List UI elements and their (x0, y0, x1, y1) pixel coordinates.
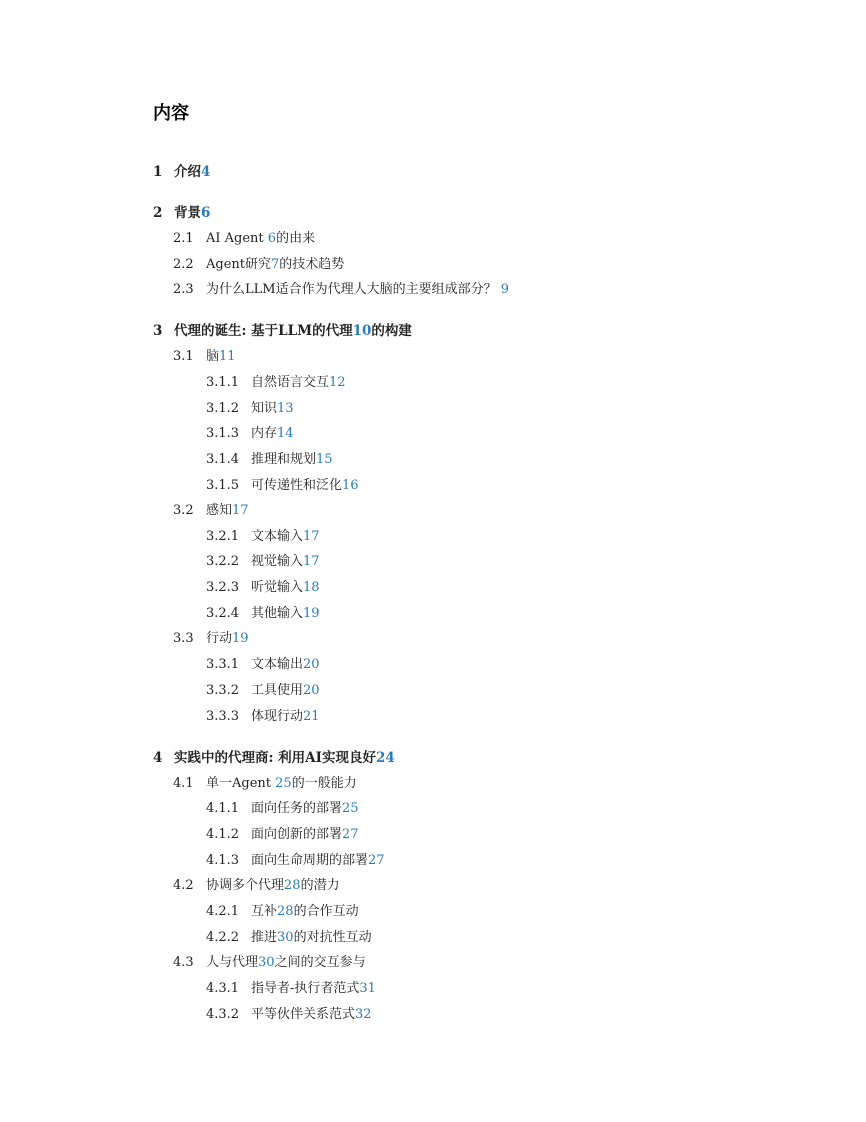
toc-entry-number: 4.3 (173, 955, 194, 970)
toc-entry-title-suffix: 的由来 (276, 231, 316, 246)
toc-entry-number: 3.2.1 (206, 529, 240, 544)
toc-entry-number: 3.2.4 (206, 606, 240, 621)
toc-entry-number: 3.1.5 (206, 478, 240, 493)
toc-entry[interactable] (206, 426, 294, 442)
toc-entry-title: AI Agent (206, 231, 268, 246)
toc-entry-page-link[interactable]: 20 (303, 657, 320, 672)
toc-entry-page-link[interactable]: 20 (303, 683, 320, 698)
toc-entry-page-link[interactable]: 18 (303, 580, 320, 595)
toc-entry-number: 3.3 (173, 631, 194, 646)
toc-entry-title: 互补 (251, 904, 278, 919)
toc-entry-page-link[interactable]: 10 (352, 323, 372, 339)
toc-entry[interactable] (153, 750, 395, 766)
toc-entry-title-suffix: 的潜力 (300, 878, 340, 893)
toc-entry-page-link[interactable]: 32 (355, 1007, 372, 1022)
toc-entry-page-link[interactable]: 30 (277, 930, 294, 945)
toc-entry-page-link[interactable]: 27 (368, 853, 385, 868)
toc-entry-title: 代理的诞生: 基于LLM的代理 (174, 323, 353, 339)
toc-entry[interactable] (173, 257, 344, 273)
toc-entry-page-link[interactable]: 24 (375, 750, 395, 766)
toc-entry-title: 内存 (251, 426, 278, 441)
toc-entry-page-link[interactable]: 28 (277, 904, 294, 919)
toc-entry[interactable] (206, 478, 359, 494)
toc-entry-title-suffix: 的技术趋势 (279, 257, 345, 272)
toc-entry-number: 4.3.1 (206, 981, 240, 996)
toc-entry[interactable] (153, 323, 412, 339)
toc-entry-number: 4.3.2 (206, 1007, 240, 1022)
toc-entry-title-suffix: 的一般能力 (291, 776, 357, 791)
toc-entry-number: 4.1.3 (206, 853, 240, 868)
page-title: 内容 (153, 103, 189, 124)
toc-entry-number: 3.1 (173, 349, 194, 364)
toc-entry-number: 3.1.4 (206, 452, 240, 467)
toc-entry-title: 实践中的代理商: 利用AI实现良好 (174, 750, 376, 766)
toc-entry[interactable] (173, 776, 357, 792)
toc-entry-title-suffix: 的对抗性互动 (293, 930, 372, 945)
toc-entry-number: 3.3.2 (206, 683, 240, 698)
toc-entry-title: 面向任务的部署 (251, 801, 343, 816)
toc-entry-number: 3.2 (173, 503, 194, 518)
toc-entry-title: 平等伙伴关系范式 (251, 1007, 356, 1022)
toc-entry-page-link[interactable]: 15 (316, 452, 333, 467)
toc-entry-page-link[interactable]: 6 (201, 205, 211, 221)
toc-entry-number: 4.2 (173, 878, 194, 893)
toc-entry-number: 2.1 (173, 231, 194, 246)
toc-entry-page-link[interactable]: 19 (303, 606, 320, 621)
toc-entry-number: 3.2.2 (206, 554, 240, 569)
toc-entry-title: 听觉输入 (251, 580, 304, 595)
toc-entry-page-link[interactable]: 25 (342, 801, 359, 816)
toc-entry[interactable] (206, 981, 376, 997)
toc-entry-page-link[interactable]: 9 (500, 282, 509, 297)
toc-entry-page-link[interactable]: 27 (342, 827, 359, 842)
toc-entry-title: 行动 (206, 631, 233, 646)
toc-entry-number: 2.2 (173, 257, 194, 272)
toc-entry-number: 3.2.3 (206, 580, 240, 595)
toc-entry[interactable] (153, 164, 210, 180)
toc-entry-title: 视觉输入 (251, 554, 304, 569)
toc-entry[interactable] (206, 529, 320, 545)
toc-entry[interactable] (206, 452, 333, 468)
toc-entry[interactable] (206, 853, 385, 869)
toc-entry-number: 2 (153, 205, 163, 221)
toc-entry[interactable] (206, 580, 320, 596)
toc-entry-title: 背景 (174, 205, 201, 221)
toc-entry-page-link[interactable]: 31 (359, 981, 376, 996)
toc-entry-title: 为什么LLM适合作为代理人大脑的主要组成部分？ (206, 282, 501, 297)
toc-entry[interactable] (173, 503, 249, 519)
toc-entry-number: 3.3.1 (206, 657, 240, 672)
toc-entry-page-link[interactable]: 28 (284, 878, 301, 893)
toc-entry-page-link[interactable]: 25 (275, 776, 292, 791)
toc-entry-number: 3.3.3 (206, 709, 240, 724)
toc-entry-title: 面向创新的部署 (251, 827, 343, 842)
toc-entry-number: 4.1.2 (206, 827, 240, 842)
toc-entry[interactable] (206, 554, 320, 570)
toc-entry[interactable] (206, 606, 320, 622)
toc-entry-page-link[interactable]: 13 (277, 401, 294, 416)
toc-entry-number: 4.2.2 (206, 930, 240, 945)
toc-entry-title: 知识 (251, 401, 278, 416)
toc-entry[interactable] (206, 709, 320, 725)
toc-entry-page-link[interactable]: 30 (258, 955, 275, 970)
toc-entry-page-link[interactable]: 11 (219, 349, 236, 364)
toc-entry-page-link[interactable]: 19 (232, 631, 249, 646)
toc-entry[interactable] (173, 282, 509, 298)
toc-entry-title: 介绍 (174, 164, 201, 180)
toc-entry-title: 文本输出 (251, 657, 304, 672)
toc-entry-title-suffix: 之间的交互参与 (274, 955, 366, 970)
toc-entry-page-link[interactable]: 14 (277, 426, 294, 441)
toc-entry-title: 感知 (206, 503, 233, 518)
toc-entry-title: 脑 (206, 349, 220, 364)
toc-entry-title: 其他输入 (251, 606, 304, 621)
toc-entry[interactable] (173, 349, 236, 365)
toc-entry-page-link[interactable]: 21 (303, 709, 320, 724)
toc-entry-number: 3.1.2 (206, 401, 240, 416)
toc-entry-title: 人与代理 (206, 955, 259, 970)
toc-entry[interactable] (206, 401, 294, 417)
toc-entry-number: 3 (153, 323, 163, 339)
toc-entry-title: 面向生命周期的部署 (251, 853, 369, 868)
toc-entry-title-suffix: 的合作互动 (293, 904, 359, 919)
toc-entry-title: 文本输入 (251, 529, 304, 544)
toc-entry[interactable] (206, 930, 372, 946)
toc-entry-title: 推进 (251, 930, 278, 945)
toc-entry[interactable] (206, 904, 359, 920)
toc-entry-number: 1 (153, 164, 163, 180)
toc-entry-title: 工具使用 (251, 683, 304, 698)
toc-entry[interactable] (206, 1007, 372, 1023)
toc-entry[interactable] (173, 231, 315, 247)
toc-entry-title: 指导者-执行者范式 (251, 981, 360, 996)
toc-entry-title: 推理和规划 (251, 452, 317, 467)
toc-entry-number: 4.1 (173, 776, 194, 791)
toc-entry[interactable] (206, 827, 359, 843)
toc-entry-page-link[interactable]: 4 (201, 164, 211, 180)
toc-entry[interactable] (153, 205, 210, 221)
toc-entry-title: Agent研究 (206, 257, 272, 272)
toc-entry-page-link[interactable]: 17 (303, 529, 320, 544)
toc-entry-title-suffix: 的构建 (371, 323, 412, 339)
toc-entry-number: 3.1.3 (206, 426, 240, 441)
toc-entry[interactable] (173, 631, 249, 647)
toc-entry-number: 4.1.1 (206, 801, 240, 816)
toc-entry-number: 4 (153, 750, 163, 766)
toc-entry[interactable] (173, 878, 340, 894)
toc-entry[interactable] (206, 801, 359, 817)
toc-entry-page-link[interactable]: 7 (271, 257, 280, 272)
toc-entry-number: 4.2.1 (206, 904, 240, 919)
toc-entry-title: 协调多个代理 (206, 878, 285, 893)
toc-entry-title: 体现行动 (251, 709, 304, 724)
toc-entry-page-link[interactable]: 16 (342, 478, 359, 493)
toc-entry-number: 3.1.1 (206, 375, 240, 390)
toc-entry-title: 可传递性和泛化 (251, 478, 343, 493)
toc-entry-number: 2.3 (173, 282, 194, 297)
toc-entry-page-link[interactable]: 6 (267, 231, 277, 246)
toc-entry[interactable] (173, 955, 366, 971)
toc-entry[interactable] (206, 375, 346, 391)
toc-entry-title: 自然语言交互 (251, 375, 330, 390)
toc-entry-page-link[interactable]: 12 (329, 375, 346, 390)
toc-entry-title: 单一Agent (206, 776, 276, 791)
toc-entry-page-link[interactable]: 17 (303, 554, 320, 569)
toc-entry[interactable] (206, 657, 320, 673)
toc-entry[interactable] (206, 683, 320, 699)
toc-entry-page-link[interactable]: 17 (232, 503, 249, 518)
